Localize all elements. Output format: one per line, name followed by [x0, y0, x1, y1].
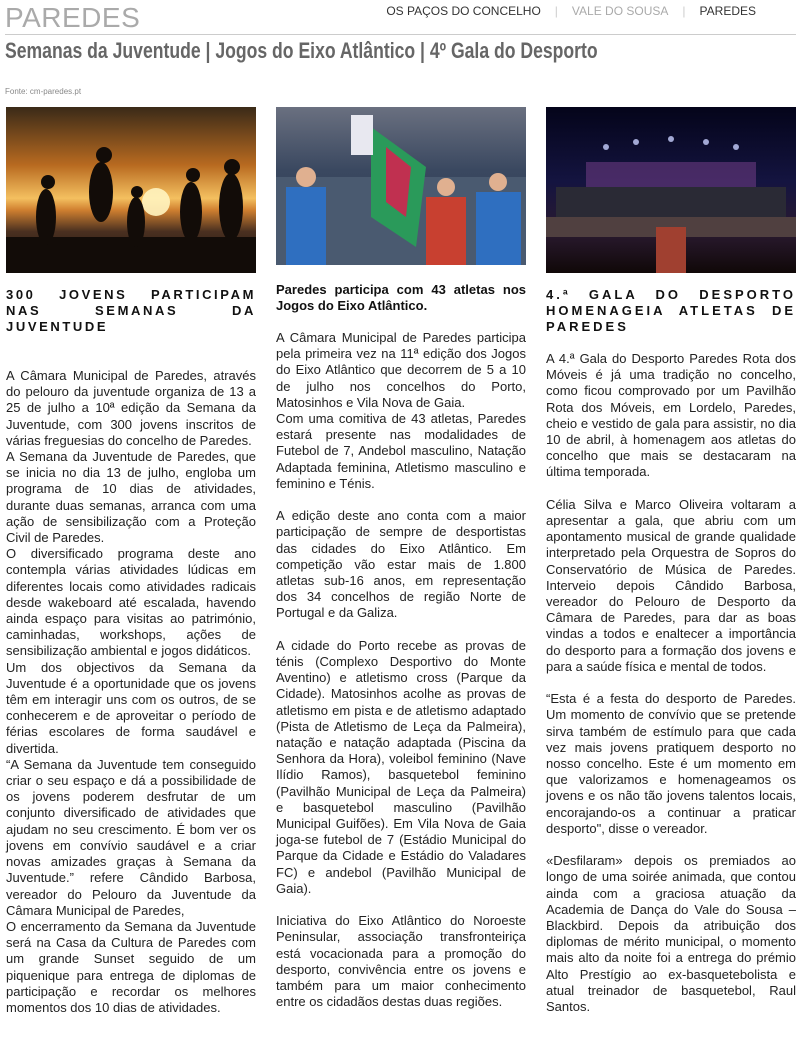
article-paragraph: A edição deste ano conta com a maior participação de sempre de desportistas das cidades do Eixo Atlântico. Em competição vão estar mais de 1.800 atletas sub-16 anos, em representação dos 34 concelhos de região Norte de Portugal e da Galiza.	[276, 508, 526, 621]
article-paragraph: Um dos objectivos da Semana da Juventude é a oportunidade que os jovens têm em interagir uns com os outros, de se conhecerem e de aproveitar o período de férias escolares de forma saudável e divertida.	[6, 659, 256, 756]
nav-link-paredes[interactable]: PAREDES	[699, 4, 756, 18]
article-paragraph: A Semana da Juventude de Paredes, que se inicia no dia 13 de julho, engloba um programa de 10 dias de atividades, durante duas semanas, arranca com uma ação de sensibilização com a Proteção Civil de Paredes.	[6, 449, 256, 546]
breadcrumb-nav	[380, 4, 762, 18]
athletes-graphic	[276, 107, 526, 265]
article-paragraph: O encerramento da Semana da Juventude será na Casa da Cultura de Paredes com um grande Sunset seguido de um piquenique para entrega de diplomas de participação e recordar os melhores momentos dos 10 dias de atividades.	[6, 918, 256, 1015]
nav-separator: |	[682, 4, 686, 18]
article-paragraph: A Câmara Municipal de Paredes participa pela primeira vez na 11ª edição dos Jogos do Eixo Atlântico que decorrem de 5 a 10 de julho nos concelhos do Porto, Matosinhos e Vila Nova de Gaia. Com uma comitiva de 43 atletas, Paredes estará presente nas modalidades de Futebol de 7, Andebol masculino, Natação Adaptada feminina, Atletismo masculino e feminino e Ténis.	[276, 330, 526, 491]
article-eixo-atlantico	[276, 282, 526, 1010]
youth-silhouettes-sunset-photo	[6, 107, 256, 273]
article-paragraph: A cidade do Porto recebe as provas de ténis (Complexo Desportivo do Monte Aventino) e atletismo cross (Parque da Cidade). Matosinhos acolhe as provas de atletismo em pista e de atletismo adaptado (Pista de Atletismo de Leça da Palmeira), natação e natação adaptada (Piscina da Senhora da Hora), voleibol feminino (Nave Ilídio Ramos), basquetebol feminino (Pavilhão Municipal de Leça da Palmeira) e basquetebol masculino (Pavilhão Municipal Guifões). Em Vila Nova de Gaia joga-se futebol de 7 (Estádio Municipal do Parque da Cidade e Estádio do Valadares FC) e andebol (Pavilhão Municipal de Gaia).	[276, 637, 526, 896]
article-paragraph: «Desfilaram» depois os premiados ao longo de uma soirée animada, que contou ainda com a graciosa atuação da Academia de Dança do Vale do Sousa – Blackbird. Depois da atribuição dos diplomas de mérito municipal, o momento mais alto da noite foi a entrega do prémio Alto Prestígio ao ex-basquetebolista e atual treinador de basquetebol, Raul Santos.	[546, 853, 796, 1015]
silhouettes-graphic	[6, 107, 256, 273]
article-paragraph: A Câmara Municipal de Paredes, através do pelouro da juventude organiza de 13 a 25 de julho a 10ª edição da Semana da Juventude, com 300 jovens inscritos de várias freguesias do concelho de Paredes.	[6, 368, 256, 448]
article-heading: Paredes participa com 43 atletas nos Jogos do Eixo Atlântico.	[276, 282, 526, 313]
gala-graphic	[546, 107, 796, 273]
article-gala-desporto	[546, 287, 796, 1015]
gala-stage-photo	[546, 107, 796, 273]
article-paragraph: “Esta é a festa do desporto de Paredes. Um momento de convívio que se pretende sirva também de estímulo para que cada vez mais jovens pratiquem desporto no nosso concelho. Este é um momento em que valorizamos e homenageamos os jovens e os não tão jovens talentos locais, encorajando-os a continuar a praticar desporto", disse o vereador.	[546, 691, 796, 836]
athletes-with-flag-photo	[276, 107, 526, 265]
article-paragraph: Iniciativa do Eixo Atlântico do Noroeste Peninsular, associação transfronteiriça está vocacionada para a promoção do desporto, convivência entre os jovens e também para um maior conhecimento entre os cidadãos destas duas regiões.	[276, 913, 526, 1010]
nav-link-vale-do-sousa[interactable]: VALE DO SOUSA	[571, 4, 669, 18]
article-paragraph: O diversificado programa deste ano contempla várias atividades lúdicas em diferentes locais como atividades radicais desde wakeboard até escalada, havendo ainda espaço para visitas ao património, caminhadas, workshops, ações de sensibilização ambiental e jogos didáticos.	[6, 546, 256, 659]
section-brand: PAREDES	[5, 2, 141, 33]
nav-separator: |	[554, 4, 558, 18]
article-heading: 4.ª GALA DO DESPORTO HOMENAGEIA ATLETAS DE PAREDES	[546, 287, 796, 334]
article-paragraph: A 4.ª Gala do Desporto Paredes Rota dos Móveis é já uma tradição no concelho, como ficou comprovado por um Pavilhão Rota dos Móveis, em Lordelo, Paredes, cheio e vestido de gala para assistir, no dia 10 de abril, à homenagem aos atletas do concelho que mais se destacaram na última temporada.	[546, 351, 796, 480]
article-heading: 300 JOVENS PARTICIPAM NAS SEMANAS DA JUVENTUDE	[6, 287, 256, 334]
article-paragraph: “A Semana da Juventude tem conseguido criar o seu espaço e dá a possibilidade de os jovens poderem desfrutar de um conjunto diversificado de atividades que ajudam no seu crescimento. É bom ver os jovens em convívio saudável e a criar novas amizades graças à Semana da Juventude.” refere Cândido Barbosa, vereador do Pelouro da Juventude da Câmara Municipal de Paredes,	[6, 756, 256, 918]
nav-link-pacos[interactable]: OS PAÇOS DO CONCELHO	[386, 4, 541, 18]
article-paragraph: Célia Silva e Marco Oliveira voltaram a apresentar a gala, que abriu com um apontamento musical de grande qualidade interpretado pela Orquestra de Sopros do Conservatório de Música de Paredes. Interveio depois Cândido Barbosa, vereador do Pelouro de Desporto da Câmara de Paredes, para dar as boas vindas a todos e enaltecer a importância do desporto para a formação dos jovens e para a saúde física e mental de todos.	[546, 496, 796, 674]
page-title: Semanas da Juventude | Jogos do Eixo Atlântico | 4º Gala do Desporto	[5, 38, 598, 63]
header-divider	[5, 34, 796, 35]
article-semana-juventude	[6, 287, 256, 1016]
source-credit: Fonte: cm-paredes.pt	[5, 87, 82, 96]
